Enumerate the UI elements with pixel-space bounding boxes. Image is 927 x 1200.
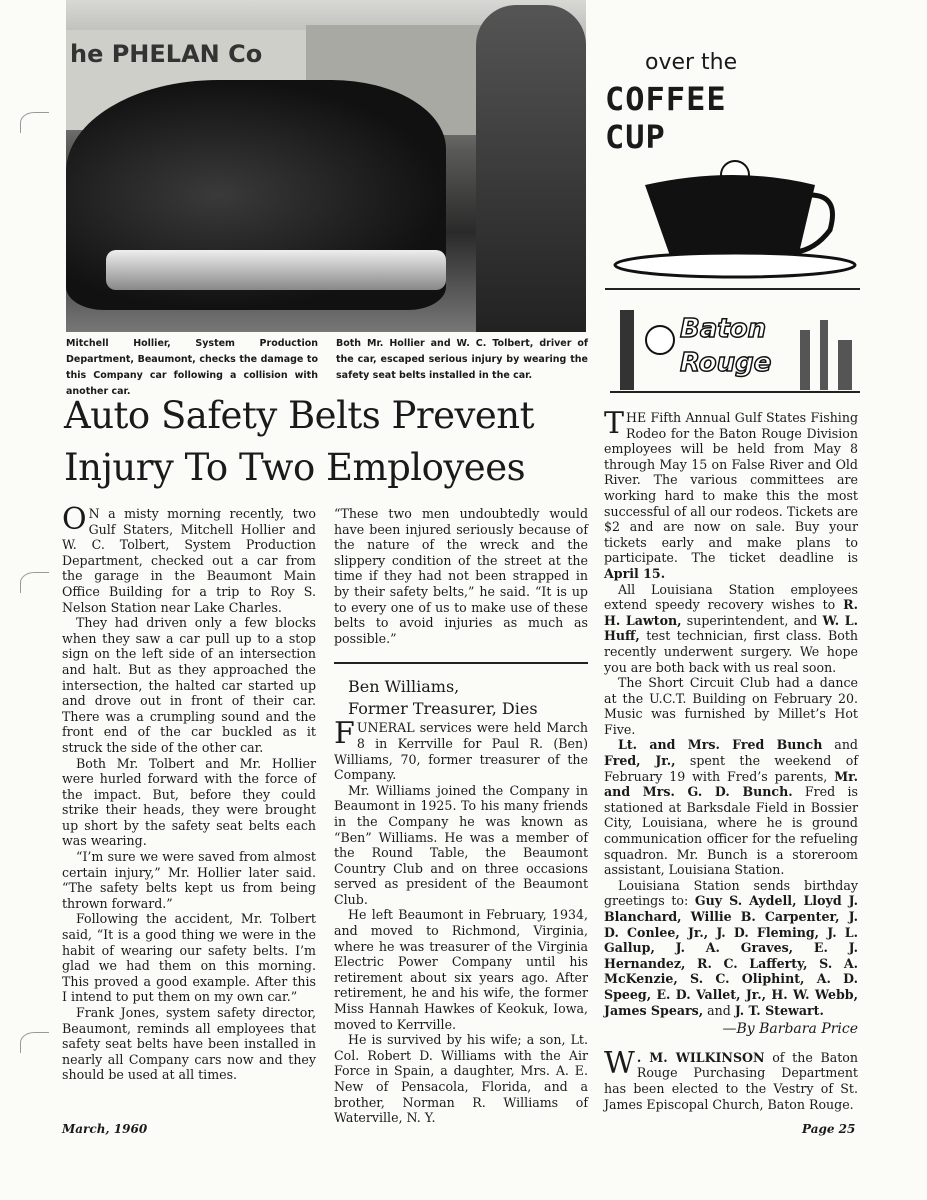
paragraph bbox=[604, 675, 858, 737]
text-run: “I’m sure we were saved from almost certain injury,” Mr. Hollier later said. “The safety belts kept us from being thrown forward.” bbox=[62, 849, 316, 911]
divider bbox=[605, 288, 860, 290]
drop-cap: W bbox=[604, 1045, 635, 1081]
text-run: and bbox=[703, 1002, 735, 1018]
bold-name: . M. WILKINSON bbox=[636, 1049, 765, 1065]
baton-rouge-logo bbox=[610, 300, 860, 400]
text-run: superintendent, and bbox=[681, 612, 823, 628]
text-run: and bbox=[822, 737, 858, 753]
divider bbox=[334, 662, 588, 664]
paragraph bbox=[334, 716, 588, 783]
bold-name: J. T. Stewart. bbox=[734, 1002, 824, 1018]
text-run: All Louisiana Station employees extend speedy recovery wishes to bbox=[604, 581, 858, 613]
article-title: Former Treasurer, Dies bbox=[348, 699, 538, 719]
drop-cap: T bbox=[604, 406, 625, 441]
text-run: Fred is stationed at Barksdale Field in Bossier City, Louisiana, where he is ground communication officer for the refueling squadron. Mr. Bunch is a storeroom assistant, Louisiana Station. bbox=[604, 784, 858, 878]
binder-hole bbox=[20, 1032, 49, 1053]
text-run: Following the accident, Mr. Tolbert said, “It is a good thing we were in the habit of wearing our safety belts. I’m glad we had them on this morning. This proved a good example. After this I intend to put them on my own car.” bbox=[62, 911, 316, 1005]
paragraph bbox=[334, 907, 588, 1032]
coffee-cup-logo bbox=[605, 50, 860, 285]
article-ben-williams bbox=[334, 716, 588, 1126]
text-run: HE Fifth Annual Gulf States Fishing Rodeo for the Baton Rouge Division employees will be held from May 8 through May 15 on False River and Old River. The various committees are working hard to make this the most successful of all our rodeos. Tickets are $2 and are now on sale. Buy your tickets early and make plans to participate. The ticket deadline is bbox=[604, 410, 858, 566]
paragraph bbox=[604, 737, 858, 877]
paragraph bbox=[604, 1045, 858, 1112]
text-run: Louisiana Station sends birthday greetings to: bbox=[604, 877, 858, 909]
paragraph bbox=[62, 849, 316, 911]
headline: Auto Safety Belts Prevent Injury To Two Employees bbox=[64, 394, 534, 489]
paragraph bbox=[62, 756, 316, 850]
binder-hole bbox=[20, 572, 49, 593]
bold-name: April 15. bbox=[604, 565, 666, 581]
text-run: UNERAL services were held March 8 in Kerrville for Paul R. (Ben) Williams, 70, former treasurer of the Company. bbox=[334, 720, 588, 783]
bold-name: Lt. and Mrs. Fred Bunch bbox=[618, 737, 823, 753]
paragraph bbox=[62, 1005, 316, 1083]
footer-date: March, 1960 bbox=[62, 1122, 148, 1136]
text-run: Frank Jones, system safety director, Beaumont, reminds all employees that safety seat belts have been installed in nearly all Company cars now and they should be used at all times. bbox=[62, 1005, 316, 1083]
article-title: Ben Williams, bbox=[348, 677, 460, 697]
photo-caption-right: Both Mr. Hollier and W. C. Tolbert, driver of the car, escaped serious injury by wearing the safety seat belts installed in the car. bbox=[336, 338, 588, 381]
paragraph bbox=[604, 878, 858, 1018]
text-run: spent the weekend of February 19 with Fred’s parents, bbox=[604, 753, 858, 784]
text-run: The Short Circuit Club had a dance at the U.C.T. Building on February 20. Music was furnished by Millet’s Hot Five. bbox=[604, 675, 858, 737]
paragraph bbox=[62, 911, 316, 1005]
paragraph bbox=[62, 615, 316, 755]
footer-page-number: Page 25 bbox=[802, 1122, 856, 1136]
paragraph bbox=[334, 1032, 588, 1126]
byline: —By Barbara Price bbox=[722, 1021, 858, 1038]
text-run: Both Mr. Tolbert and Mr. Hollier were hurled forward with the force of the impact. But, before they could strike their heads, they were brought up short by the safety seat belts each was wearing. bbox=[62, 755, 316, 849]
logo-coffee: COFFEE bbox=[605, 80, 727, 118]
text-run: Mr. Williams joined the Company in Beaumont in 1925. To his many friends in the Company he was known as “Ben” Williams. He was a member of the Round Table, the Beaumont Country Club and on three occasions served as president of the Beaumont Club. bbox=[334, 782, 588, 907]
logo-location: Baton Rouge bbox=[680, 314, 772, 378]
text-run: N a misty morning recently, two Gulf Staters, Mitchell Hollier and W. C. Tolbert, System Production Department, checked out a car from the garage in the Beaumont Main Office Building for a trip to Roy S. Nelson Station near Lake Charles. bbox=[62, 506, 316, 615]
logo-over-the: over the bbox=[645, 50, 738, 75]
paragraph bbox=[334, 783, 588, 908]
man-figure bbox=[476, 5, 586, 332]
bold-name: Mr. and Mrs. G. D. Bunch. bbox=[604, 768, 858, 800]
truck-sign: he PHELAN Co bbox=[70, 40, 263, 68]
paragraph bbox=[604, 406, 858, 582]
binder-hole bbox=[20, 112, 49, 133]
logo-cup: CUP bbox=[605, 118, 666, 156]
accident-photo bbox=[66, 0, 586, 332]
drop-cap: O bbox=[62, 502, 87, 537]
text-run: “These two men undoubtedly would have been injured seriously because of the nature of the wreck and the slippery condition of the street at the time if they had not been strapped in by their safety belts,” he said. “It is up to every one of us to make use of these belts to avoid injuries as much as possible.” bbox=[334, 506, 588, 646]
paragraph bbox=[604, 582, 858, 676]
coffee-cup-icon bbox=[605, 140, 860, 280]
bold-name: Guy S. Aydell, Lloyd J. Blanchard, Willie B. Carpenter, J. D. Conlee, Jr., J. D. Fleming, J. L. Gallup, J. A. Graves, E. J. Hernandez, R. C. Lafferty, S. A. McKenzie, S. C. Oliphint, A. D. Speeg, E. D. Vallet, Jr., H. W. Webb, James Spears, bbox=[604, 893, 858, 1018]
text-run: He is survived by his wife; a son, Lt. Col. Robert D. Williams with the Air Force in Spain, a daughter, Mrs. A. E. New of Pensacola, Florida, and a brother, Norman R. Williams of Waterville, N. Y. bbox=[334, 1032, 588, 1126]
bold-name: Fred, Jr., bbox=[604, 753, 676, 769]
drop-cap: F bbox=[334, 716, 355, 752]
text-run: of the Baton Rouge Purchasing Department has been elected to the Vestry of St. James Episcopal Church, Baton Rouge. bbox=[604, 1049, 858, 1112]
paragraph bbox=[334, 506, 588, 646]
text-run: He left Beaumont in February, 1934, and moved to Richmond, Virginia, where he was treasurer of the Virginia Electric Power Company until his retirement about six years ago. After retirement, he and his wife, the former Miss Hannah Hawkes of Keokuk, Iowa, moved to Kerrville. bbox=[334, 907, 588, 1032]
column-2 bbox=[334, 506, 588, 1126]
paragraph bbox=[62, 502, 316, 615]
text-run: They had driven only a few blocks when they saw a car pull up to a stop sign on the left side of an intersection and halt. But as they approached the intersection, the halted car started up and drove out in front of their car. There was a crumpling sound and the front end of the car buckled as it struck the side of the other car. bbox=[62, 615, 316, 755]
bold-name: R. H. Lawton, bbox=[604, 597, 858, 628]
coffee-cup-column bbox=[604, 406, 858, 1112]
bold-name: W. L. Huff, bbox=[604, 612, 858, 644]
text-run: test technician, first class. Both recently underwent surgery. We hope you are both back with us real soon. bbox=[604, 628, 858, 675]
article-safety-belts bbox=[62, 502, 316, 1083]
photo-caption-left: Mitchell Hollier, System Production Department, Beaumont, checks the damage to this Company car following a collision with another car. bbox=[66, 338, 318, 397]
